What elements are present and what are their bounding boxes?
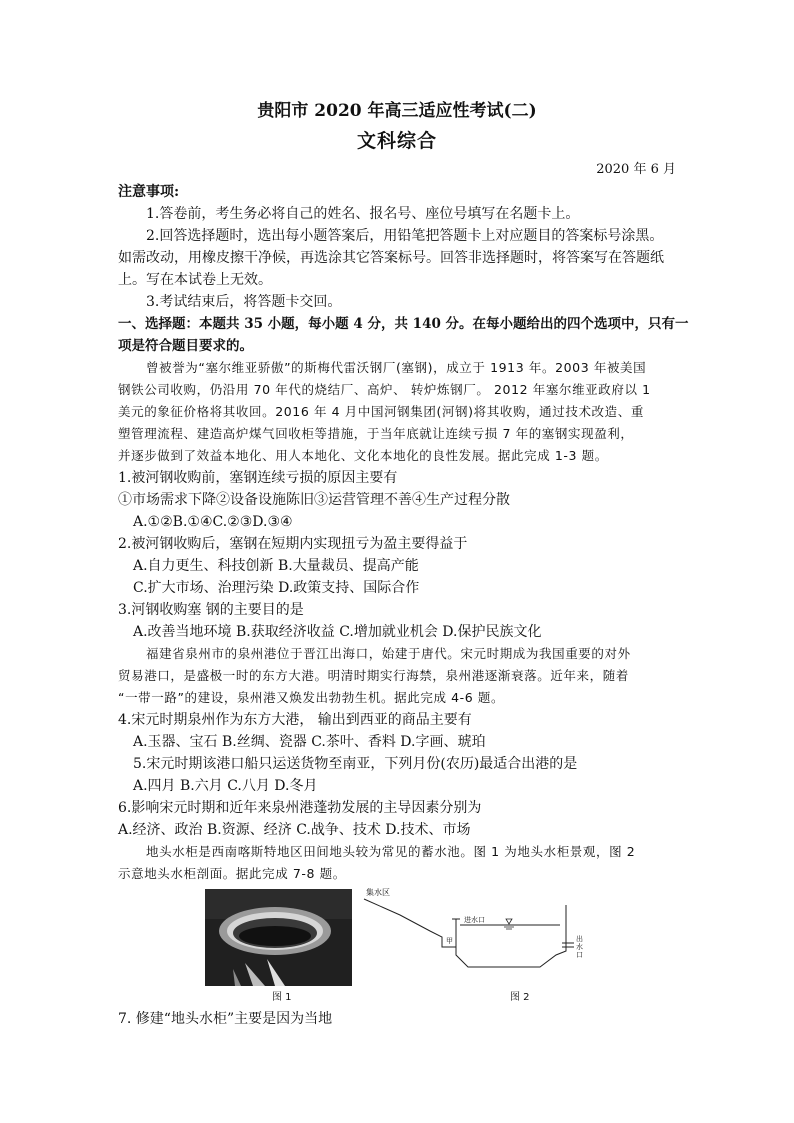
label-outlet-3: 口 [576, 951, 583, 959]
question-6-options: A.经济、政治 B.资源、经济 C.战争、技术 D.技术、市场 [118, 822, 471, 838]
passage-3-line-1: 地头水柜是西南喀斯特地区田间地头较为常见的蓄水池。图 1 为地头水柜景观，图 2 [146, 844, 636, 859]
exam-subject: 文科综合 [356, 130, 437, 152]
question-6-stem: 6.影响宋元时期和近年来泉州港蓬勃发展的主导因素分别为 [118, 800, 482, 816]
question-1-stem: 1.被河钢收购前，塞钢连续亏损的原因主要有 [118, 470, 398, 486]
label-inlet: 进水口 [464, 916, 485, 924]
question-2-stem: 2.被河钢收购后，塞钢在短期内实现扭亏为盈主要得益于 [118, 536, 468, 552]
exam-date: 2020 年 6 月 [596, 162, 676, 177]
label-outlet-1: 出 [576, 935, 583, 943]
passage-1-line-2: 钢铁公司收购，仍沿用 70 年代的烧结厂、高炉、 转炉炼钢厂。 2012 年塞尔维亚政府以 1 [118, 382, 651, 397]
label-outlet-2: 水 [576, 943, 583, 951]
notice-item-3: 3.考试结束后，将答题卡交回。 [146, 294, 342, 310]
notice-item-2a: 2.回答选择题时，选出每小题答案后，用铅笔把答题卡上对应题目的答案标号涂黑。 [146, 228, 664, 244]
notice-item-2c: 上。写在本试卷上无效。 [118, 272, 272, 288]
question-4-options: A.玉器、宝石 B.丝绸、瓷器 C.茶叶、香料 D.字画、琥珀 [133, 734, 486, 750]
question-1-items: ①市场需求下降②设备设施陈旧③运营管理不善④生产过程分散 [118, 492, 510, 508]
passage-3-line-2: 示意地头水柜剖面。据此完成 7-8 题。 [118, 866, 346, 881]
section-heading-line-2: 项是符合题目要求的。 [118, 338, 253, 354]
figure-2-caption: 图 2 [510, 992, 530, 1003]
figure-1-photo [205, 889, 352, 986]
label-catchment: 集水区 [366, 888, 390, 897]
question-4-stem: 4.宋元时期泉州作为东方大港， 输出到西亚的商品主要有 [118, 712, 472, 728]
question-7-stem: 7. 修建“地头水柜”主要是因为当地 [118, 1011, 333, 1027]
question-2-options-1: A.自力更生、科技创新 B.大量裁员、提高产能 [133, 558, 419, 574]
passage-1-line-5: 并逐步做到了效益本地化、用人本地化、文化本地化的良性发展。据此完成 1-3 题。 [118, 448, 608, 463]
notice-heading: 注意事项: [118, 184, 180, 200]
exam-title: 贵阳市 2020 年高三适应性考试(二) [257, 101, 537, 121]
question-1-options: A.①②B.①④C.②③D.③④ [133, 514, 293, 530]
figure-2-cross-section [360, 885, 590, 990]
notice-item-2b: 如需改动，用橡皮擦干净候，再选涂其它答案标号。回答非选择题时，将答案写在答题纸 [118, 250, 664, 266]
question-3-stem: 3.河钢收购塞 钢的主要目的是 [118, 602, 304, 618]
question-5-stem: 5.宋元时期该港口船只运送货物至南亚，下列月份(农历)最适合出港的是 [133, 756, 578, 772]
question-2-options-2: C.扩大市场、治理污染 D.政策支持、国际合作 [133, 580, 420, 596]
catchment-slope-line [364, 899, 456, 947]
section-heading-line-1: 一、选择题：本题共 35 小题，每小题 4 分，共 140 分。在每小题给出的四个选项中，只有一 [118, 316, 689, 332]
water-tank-photo-drawing [205, 889, 352, 986]
question-3-options: A.改善当地环境 B.获取经济收益 C.增加就业机会 D.保护民族文化 [133, 624, 542, 640]
water-level-ticks [504, 927, 514, 929]
passage-1-line-4: 塑管理流程、建造高炉煤气回收柜等措施，于当年底就让连续亏损 7 年的塞钢实现盈利， [118, 426, 634, 441]
outlet-pipe-line [562, 943, 574, 947]
passage-2-line-3: “一带一路”的建设，泉州港又焕发出勃勃生机。据此完成 4-6 题。 [118, 690, 505, 705]
notice-item-1: 1.答卷前，考生务必将自己的姓名、报名号、座位号填写在名题卡上。 [146, 206, 580, 222]
passage-1-line-3: 美元的象征价格将其收回。2016 年 4 月中国河钢集团(河钢)将其收购，通过技术改造、重 [118, 404, 644, 419]
figure-1-caption: 图 1 [272, 992, 292, 1003]
passage-2-line-1: 福建省泉州市的泉州港位于晋江出海口，始建于唐代。宋元时期成为我国重要的对外 [146, 646, 631, 661]
passage-1-line-1: 曾被誉为“塞尔维亚骄傲”的斯梅代雷沃钢厂(塞钢)，成立于 1913 年。2003 年被美国 [146, 360, 647, 375]
passage-2-line-2: 贸易港口，是盛极一时的东方大港。明清时期实行海禁，泉州港逐渐衰落。近年来，随着 [118, 668, 629, 683]
tank-profile-line [456, 905, 566, 967]
water-level-marker [506, 919, 512, 924]
label-jia: 甲 [446, 937, 453, 945]
question-5-options: A.四月 B.六月 C.八月 D.冬月 [133, 778, 318, 794]
